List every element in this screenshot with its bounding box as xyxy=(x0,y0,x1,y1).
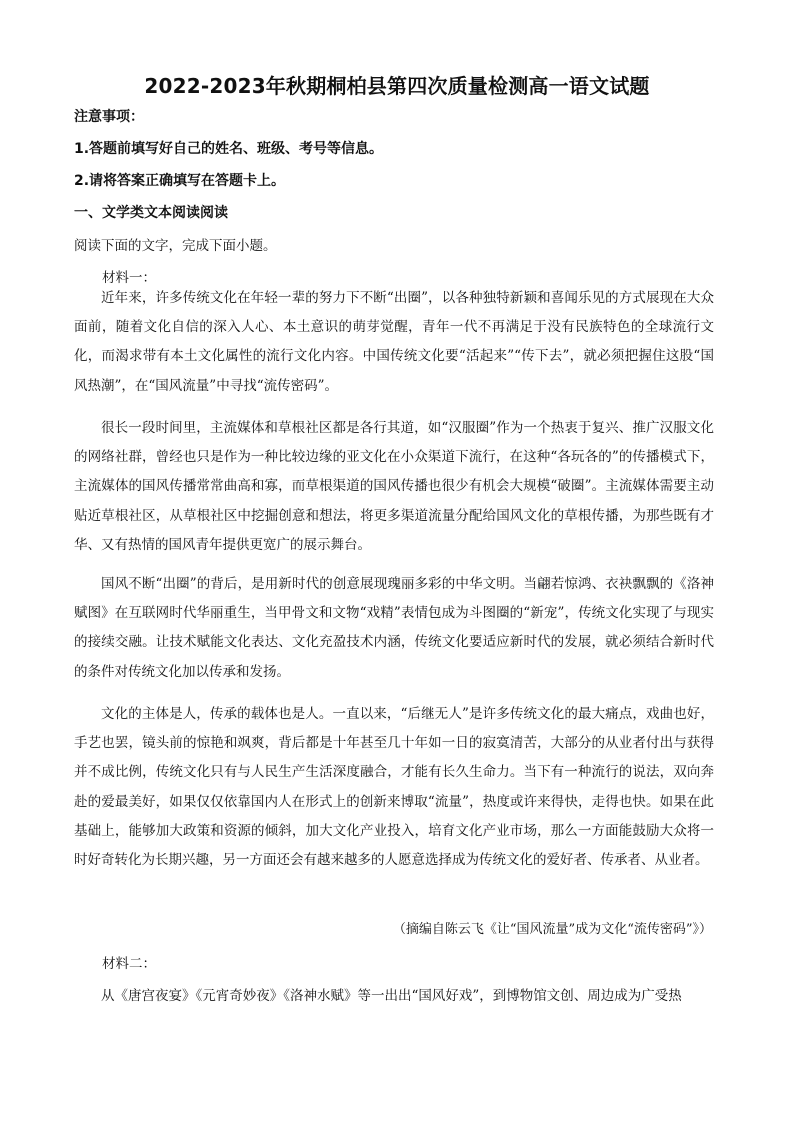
material-1-paragraph: 国风不断“出圈”的背后，是用新时代的创意展现瑰丽多彩的中华文明。当翩若惊鸿、衣袂飘飘的《洛神赋图》在互联网时代华丽重生，当甲骨文和文物“戏精”表情包成为斗图圈的“新宠”，传统文化实现了与现实的接续交融。让技术赋能文化表达、文化充盈技术内涵，传统文化要适应新时代的发展，就必须结合新时代的条件对传统文化加以传承和发扬。 xyxy=(74,576,714,680)
notice-heading: 注意事项： xyxy=(74,109,144,125)
notice-item-1: 1.答题前填写好自己的姓名、班级、考号等信息。 xyxy=(74,141,384,157)
material-1-source: （摘编自陈云飞《让“国风流量”成为文化“流传密码”》） xyxy=(392,922,712,937)
material-2-label: 材料二： xyxy=(102,956,156,972)
material-1-label: 材料一： xyxy=(102,270,156,286)
notice-item-2: 2.请将答案正确填写在答题卡上。 xyxy=(74,173,286,189)
material-1-paragraph: 近年来，许多传统文化在年轻一辈的努力下不断“出圈”，以各种独特新颖和喜闻乐见的方式展现在大众面前，随着文化自信的深入人心、本土意识的萌芽觉醒，青年一代不再满足于没有民族特色的全球流行文化，而渴求带有本土文化属性的流行文化内容。中国传统文化要“活起来”“传下去”，就必须把握住这股“国风热潮”，在“国风流量”中寻找“流传密码”。 xyxy=(74,290,714,394)
reading-instruction: 阅读下面的文字，完成下面小题。 xyxy=(74,238,277,254)
section-heading: 一、文学类文本阅读阅读 xyxy=(74,205,228,221)
material-1-paragraph: 很长一段时间里，主流媒体和草根社区都是各行其道，如“汉服圈”作为一个热衷于复兴、推广汉服文化的网络社群，曾经也只是作为一种比较边缘的亚文化在小众渠道下流行，在这种“各玩各的”的传播模式下，主流媒体的国风传播常常曲高和寡，而草根渠道的国风传播也很少有机会大规模“破圈”。主流媒体需要主动贴近草根社区，从草根社区中挖掘创意和想法，将更多渠道流量分配给国风文化的草根传播，为那些既有才华、又有热情的国风青年提供更宽广的展示舞台。 xyxy=(74,420,714,553)
material-2-paragraph: 从《唐宫夜宴》《元宵奇妙夜》《洛神水赋》等一出出“国风好戏”，到博物馆文创、周边成为广受热 xyxy=(101,988,682,1004)
page-title: 2022-2023年秋期桐柏县第四次质量检测高一语文试题 xyxy=(144,74,650,98)
material-1-paragraph: 文化的主体是人，传承的载体也是人。一直以来，“后继无人”是许多传统文化的最大痛点，戏曲也好，手艺也罢，镜头前的惊艳和飒爽，背后都是十年甚至几十年如一日的寂寞清苦，大部分的从业者付出与获得并不成比例，传统文化只有与人民生产生活深度融合，才能有长久生命力。当下有一种流行的说法，双向奔赴的爱最美好，如果仅仅依靠国内人在形式上的创新来博取“流量”，热度或许来得快，走得也快。如果在此基础上，能够加大政策和资源的倾斜，加大文化产业投入，培育文化产业市场，那么一方面能鼓励大众将一时好奇转化为长期兴趣，另一方面还会有越来越多的人愿意选择成为传统文化的爱好者、传承者、从业者。 xyxy=(74,706,714,869)
